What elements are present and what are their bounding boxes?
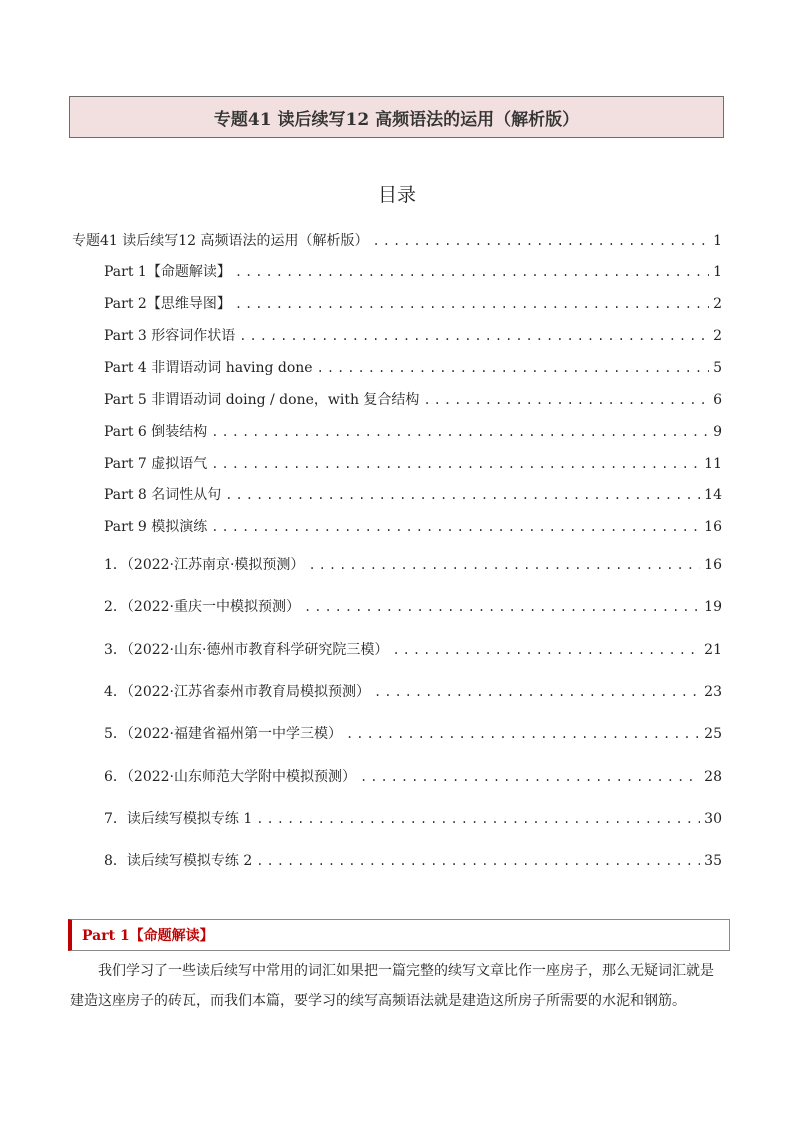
section-paragraph: 我们学习了一些读后续写中常用的词汇如果把一篇完整的续写文章比作一座房子，那么无疑词汇就是建造这座房子的砖瓦，而我们本篇，要学习的续写高频语法就是建造这所房子所需要的水泥和钢筋。 <box>70 963 714 1009</box>
toc-leader-dots <box>392 643 700 657</box>
toc-entry-label: 专题41 读后续写12 高频语法的运用（解析版） <box>72 233 369 249</box>
toc-entry-page: 30 <box>704 811 722 827</box>
toc-entry[interactable] <box>104 766 722 786</box>
toc-entry-label: Part 1【命题解读】 <box>104 264 231 280</box>
toc-leader-dots <box>374 685 700 699</box>
toc-entry[interactable] <box>104 453 722 473</box>
toc-leader-dots <box>423 393 709 407</box>
document-title-box <box>69 96 724 138</box>
toc-entry-page: 19 <box>704 599 722 615</box>
toc-entry[interactable] <box>104 850 722 870</box>
toc-entry-label: Part 6 倒装结构 <box>104 424 208 440</box>
toc-entry-page: 25 <box>704 726 722 742</box>
toc-entry-label: 4．（2022·江苏省泰州市教育局模拟预测） <box>104 684 370 700</box>
toc-entry-label: Part 5 非谓语动词 doing / done，with 复合结构 <box>104 392 420 408</box>
toc-leader-dots <box>211 520 700 534</box>
toc-entry-page: 16 <box>704 519 722 535</box>
toc-entry-label: 1．（2022·江苏南京·模拟预测） <box>104 557 305 573</box>
toc-entry-label: 5．（2022·福建省福州第一中学三模） <box>104 726 342 742</box>
toc-entry[interactable] <box>72 230 722 250</box>
toc-entry-page: 11 <box>704 456 722 472</box>
toc-leader-dots <box>256 854 700 868</box>
toc-entry[interactable] <box>104 484 722 504</box>
toc-entry[interactable] <box>104 389 722 409</box>
toc-entry-label: Part 7 虚拟语气 <box>104 456 208 472</box>
toc-entry-label: 3．（2022·山东·德州市教育科学研究院三模） <box>104 642 389 658</box>
toc-entry-page: 5 <box>713 360 722 376</box>
toc-leader-dots <box>256 812 700 826</box>
toc-entry-page: 9 <box>713 424 722 440</box>
toc-leader-dots <box>346 727 700 741</box>
toc-heading: 目录 <box>377 184 416 206</box>
toc-entry[interactable] <box>104 808 722 828</box>
toc-entry[interactable] <box>104 554 722 574</box>
toc-entry-page: 1 <box>713 264 722 280</box>
toc-entry-label: 7．读后续写模拟专练 1 <box>104 811 253 827</box>
toc-entry-page: 28 <box>704 769 722 785</box>
toc-entry[interactable] <box>104 357 722 377</box>
toc-entry-label: 8．读后续写模拟专练 2 <box>104 853 253 869</box>
toc-leader-dots <box>317 361 709 375</box>
toc-leader-dots <box>239 329 709 343</box>
toc-entry-page: 2 <box>713 328 722 344</box>
toc-entry-label: Part 2【思维导图】 <box>104 296 231 312</box>
toc-leader-dots <box>225 488 700 502</box>
section-heading-box <box>68 919 730 951</box>
toc-leader-dots <box>235 297 709 311</box>
toc-entry[interactable] <box>104 723 722 743</box>
toc-entry-label: Part 9 模拟演练 <box>104 519 208 535</box>
toc-entry-page: 23 <box>704 684 722 700</box>
toc-leader-dots <box>360 770 700 784</box>
toc-leader-dots <box>373 234 710 248</box>
toc-leader-dots <box>211 425 709 439</box>
toc-entry[interactable] <box>104 261 722 281</box>
toc-entry-page: 1 <box>713 233 722 249</box>
toc-entry-page: 21 <box>704 642 722 658</box>
toc-entry[interactable] <box>104 293 722 313</box>
document-title: 专题41 读后续写12 高频语法的运用（解析版） <box>213 109 580 130</box>
toc-entry-label: Part 8 名词性从句 <box>104 487 222 503</box>
section-heading: Part 1【命题解读】 <box>82 928 214 944</box>
toc-entry[interactable] <box>104 421 722 441</box>
toc-entry[interactable] <box>104 596 722 616</box>
toc-entry-page: 14 <box>704 487 722 503</box>
toc-entry-page: 2 <box>713 296 722 312</box>
toc-entry[interactable] <box>104 681 722 701</box>
toc-entry[interactable] <box>104 639 722 659</box>
toc-entry-page: 35 <box>704 853 722 869</box>
toc-entry-label: 6．（2022·山东师范大学附中模拟预测） <box>104 769 356 785</box>
toc-entry-page: 6 <box>713 392 722 408</box>
toc-entry-label: Part 4 非谓语动词 having done <box>104 360 313 376</box>
toc-leader-dots <box>235 265 709 279</box>
toc-entry[interactable] <box>104 325 722 345</box>
toc-entry-page: 16 <box>704 557 722 573</box>
toc-leader-dots <box>304 600 700 614</box>
toc-entry[interactable] <box>104 516 722 536</box>
toc-entry-label: 2．（2022·重庆一中模拟预测） <box>104 599 300 615</box>
toc-leader-dots <box>211 457 700 471</box>
toc-entry-label: Part 3 形容词作状语 <box>104 328 236 344</box>
toc-leader-dots <box>308 558 700 572</box>
